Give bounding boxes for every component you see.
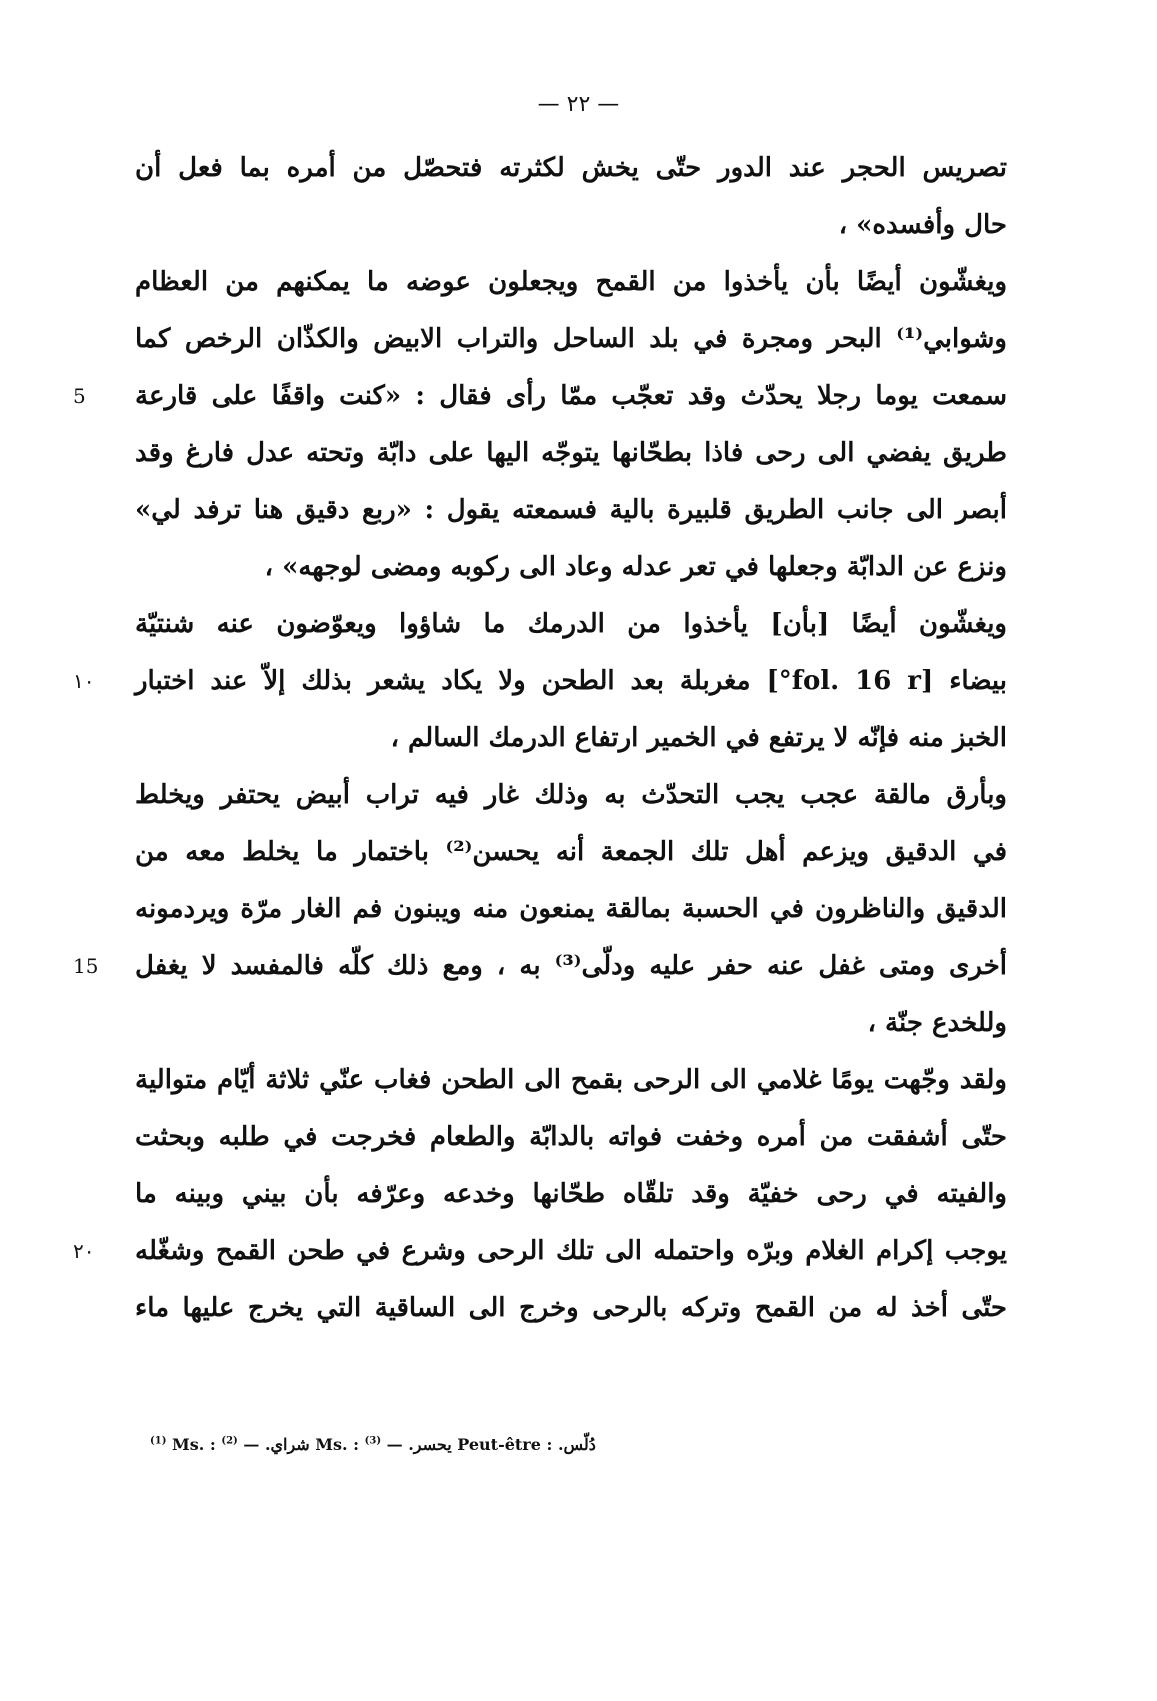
line-text: سمعت يوما رجلا يحدّث وقد تعجّب ممّا رأى فقال : «كنت واقفًا على قارعة [135,381,1007,411]
text-line [135,881,1007,938]
line-number: 15 [73,954,99,978]
line-text: أخرى ومتى غفل عنه حفر عليه ودلّى⁽³⁾ به ، ومع ذلك كلّه فالمفسد لا يغفل [135,951,1007,981]
line-text: ويغشّون أيضًا بأن يأخذوا من القمح ويجعلون عوضه ما يمكنهم من العظام [135,267,1007,297]
text-line [73,653,1007,710]
text-line [73,368,1007,425]
text-line [135,824,1007,881]
text-line [73,1223,1007,1280]
text-line [135,1280,1007,1337]
text-line [135,1109,1007,1166]
line-text: والفيته في رحى خفيّة وقد تلقّاه طحّانها وخدعه وعرّفه بأن بيني وبينه ما [135,1179,1007,1209]
footnotes [150,1435,750,1454]
text-line [135,539,1007,596]
text-line [135,425,1007,482]
line-text: ويغشّون أيضًا [بأن] يأخذوا من الدرمك ما شاؤوا ويعوّضون عنه شنتيّة [135,609,1007,639]
text-line [135,710,1007,767]
page-number: — ٢٢ — [537,92,620,117]
text-line [135,767,1007,824]
text-line [135,995,1007,1052]
text-line [135,254,1007,311]
line-text: الخبز منه فإنّه لا يرتفع في الخمير ارتفاع الدرمك السالم ، [390,723,1007,753]
text-line [135,197,1007,254]
line-text: في الدقيق ويزعم أهل تلك الجمعة أنه يحسن⁽²⁾ باختمار ما يخلط معه من [135,837,1007,867]
line-text: ولقد وجّهت يومًا غلامي الى الرحى بقمح الى الطحن فغاب عنّي ثلاثة أيّام متوالية [135,1065,1007,1095]
line-number: ٢٠ [73,1239,95,1263]
footnote-arabic: شراي. [264,1435,310,1454]
text-line [135,482,1007,539]
line-text: يوجب إكرام الغلام وبرّه واحتمله الى تلك الرحى وشرع في طحن القمح وشغّله [135,1236,1007,1266]
text-line [135,1052,1007,1109]
line-text: طريق يفضي الى رحى فاذا بطحّانها يتوجّه اليها على دابّة وتحته عدل فارغ وقد [135,438,1007,468]
line-text: ونزع عن الدابّة وجعلها في تعر عدله وعاد الى ركوبه ومضى لوجهه» ، [264,552,1007,582]
footnote-separator: — [243,1435,260,1454]
line-number: 5 [73,384,86,408]
line-text: تصريس الحجر عند الدور حتّى يخش لكثرته فتحصّل من أمره بما فعل أن [135,153,1007,183]
footnote-arabic: يحسر. [408,1435,452,1454]
line-text: وللخدع جنّة ، [867,1008,1007,1038]
footnote-arabic: دُلّس. [557,1435,596,1454]
line-text: الدقيق والناظرون في الحسبة بمالقة يمنعون منه ويبنون فم الغار مرّة ويردمونه [135,894,1007,924]
footnote-marker: (1) [150,1435,167,1447]
line-text: أبصر الى جانب الطريق قلبيرة بالية فسمعته يقول : «ربع دقيق هنا ترفد لي» [135,495,1007,525]
footnote-source: Ms. : [315,1435,360,1454]
line-text: حتّى أشفقت من أمره وخفت فواته بالدابّة والطعام فخرجت في طلبه وبحثت [135,1122,1007,1152]
line-text: وبأرق مالقة عجب يجب التحدّث به وذلك غار فيه تراب أبيض يحتفر ويخلط [135,780,1007,810]
text-line [135,596,1007,653]
line-text: حال وأفسده» ، [838,210,1007,240]
footnote-source: Peut-être : [457,1435,553,1454]
arabic-text-block [73,140,1007,1337]
text-line [135,1166,1007,1223]
footnote-separator: — [386,1435,403,1454]
footnote-source: Ms. : [172,1435,216,1454]
text-line [135,311,1007,368]
line-number: ١٠ [73,669,95,693]
text-line [135,140,1007,197]
footnote-marker: (3) [364,1435,382,1447]
line-text: بيضاء [fol. 16 r°] مغربلة بعد الطحن ولا يكاد يشعر بذلك إلاّ عند اختبار [135,666,1007,696]
text-line [73,938,1007,995]
line-text: وشوابي⁽¹⁾ البحر ومجرة في بلد الساحل والتراب الابيض والكذّان الرخص كما [135,324,1007,354]
line-text: حتّى أخذ له من القمح وتركه بالرحى وخرج الى الساقية التي يخرج عليها ماء [135,1293,1007,1323]
footnote-marker: (2) [221,1435,238,1447]
